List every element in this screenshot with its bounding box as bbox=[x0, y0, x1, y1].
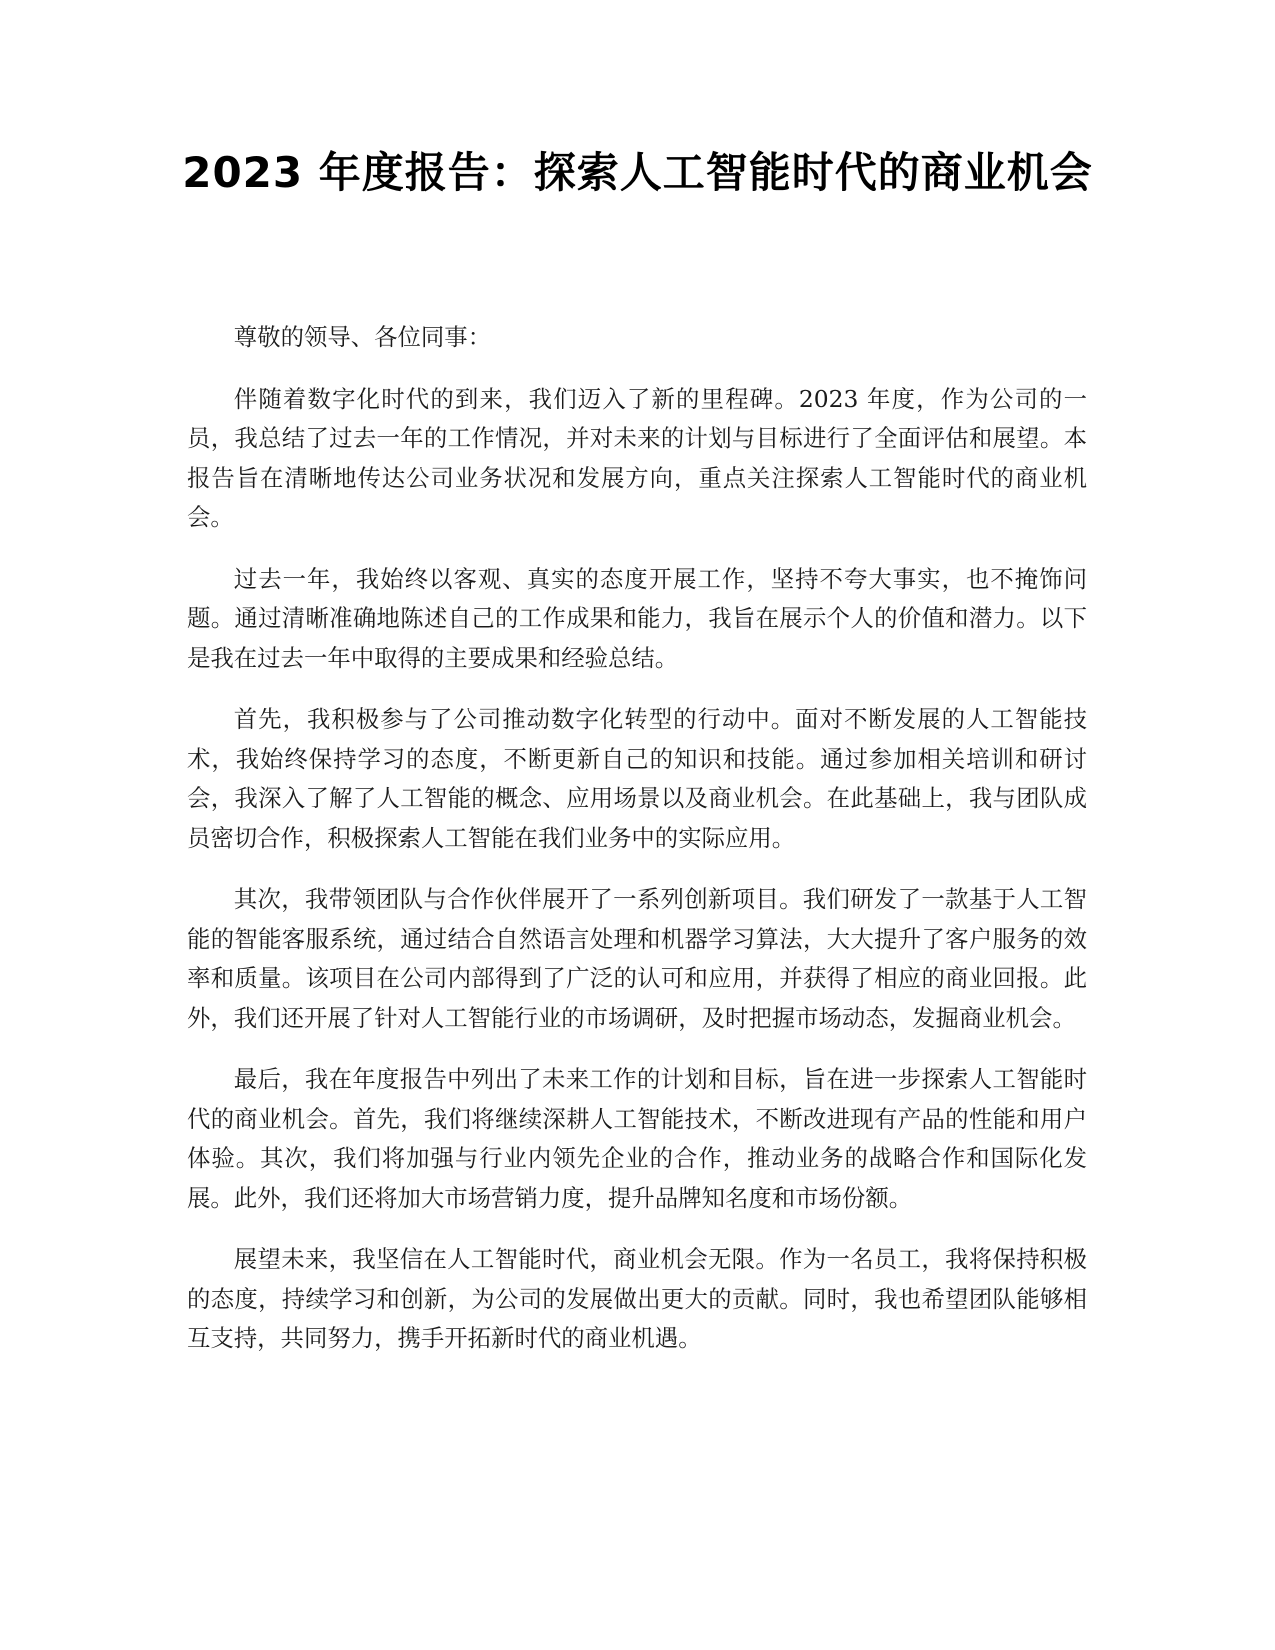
body-paragraph-review: 过去一年，我始终以客观、真实的态度开展工作，坚持不夸大事实，也不掩饰问题。通过清晰准确地陈述自己的工作成果和能力，我旨在展示个人的价值和潜力。以下是我在过去一年中取得的主要成果和经验总结。 bbox=[187, 564, 1087, 672]
body-paragraph-first: 首先，我积极参与了公司推动数字化转型的行动中。面对不断发展的人工智能技术，我始终保持学习的态度，不断更新自己的知识和技能。通过参加相关培训和研讨会，我深入了解了人工智能的概念、应用场景以及商业机会。在此基础上，我与团队成员密切合作，积极探索人工智能在我们业务中的实际应用。 bbox=[187, 705, 1087, 852]
body-paragraph-intro: 伴随着数字化时代的到来，我们迈入了新的里程碑。2023 年度，作为公司的一员，我总结了过去一年的工作情况，并对未来的计划与目标进行了全面评估和展望。本报告旨在清晰地传达公司业务状况和发展方向，重点关注探索人工智能时代的商业机会。 bbox=[187, 384, 1087, 531]
document-body bbox=[187, 318, 1087, 1381]
body-paragraph-plans: 最后，我在年度报告中列出了未来工作的计划和目标，旨在进一步探索人工智能时代的商业机会。首先，我们将继续深耕人工智能技术，不断改进现有产品的性能和用户体验。其次，我们将加强与行业内领先企业的合作，推动业务的战略合作和国际化发展。此外，我们还将加大市场营销力度，提升品牌知名度和市场份额。 bbox=[187, 1065, 1087, 1212]
document-title: 2023 年度报告：探索人工智能时代的商业机会 bbox=[182, 148, 1093, 197]
salutation: 尊敬的领导、各位同事： bbox=[233, 323, 492, 351]
body-paragraph-outlook: 展望未来，我坚信在人工智能时代，商业机会无限。作为一名员工，我将保持积极的态度，持续学习和创新，为公司的发展做出更大的贡献。同时，我也希望团队能够相互支持，共同努力，携手开拓新时代的商业机遇。 bbox=[187, 1245, 1087, 1352]
body-paragraph-second: 其次，我带领团队与合作伙伴展开了一系列创新项目。我们研发了一款基于人工智能的智能客服系统，通过结合自然语言处理和机器学习算法，大大提升了客户服务的效率和质量。该项目在公司内部得到了广泛的认可和应用，并获得了相应的商业回报。此外，我们还开展了针对人工智能行业的市场调研，及时把握市场动态，发掘商业机会。 bbox=[187, 885, 1087, 1032]
